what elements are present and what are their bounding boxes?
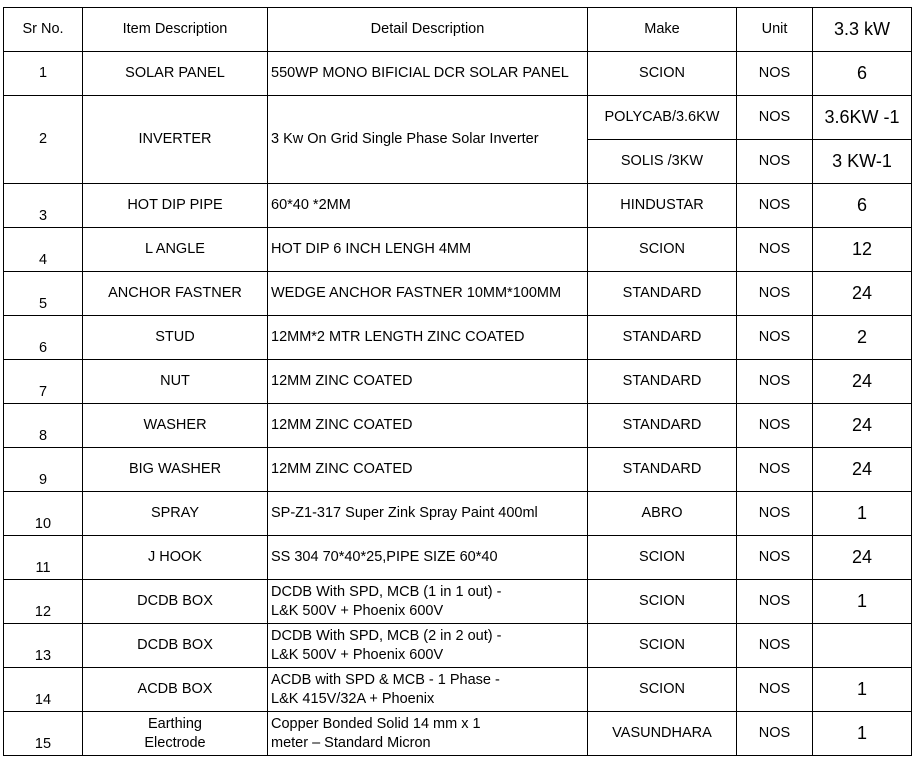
cell-unit: NOS xyxy=(737,580,813,624)
cell-detail xyxy=(268,624,588,668)
cell-item: DCDB BOX xyxy=(83,580,268,624)
cell-item: HOT DIP PIPE xyxy=(83,184,268,228)
cell-make: SCION xyxy=(588,536,737,580)
bill-of-materials-table xyxy=(3,7,912,756)
cell-item xyxy=(83,712,268,756)
cell-unit: NOS xyxy=(737,228,813,272)
cell-item: ACDB BOX xyxy=(83,668,268,712)
cell-make: SCION xyxy=(588,580,737,624)
cell-unit: NOS xyxy=(737,624,813,668)
table-row xyxy=(4,184,912,228)
cell-item: BIG WASHER xyxy=(83,448,268,492)
cell-unit: NOS xyxy=(737,536,813,580)
table-row xyxy=(4,404,912,448)
table-row xyxy=(4,272,912,316)
table-row xyxy=(4,712,912,756)
cell-unit: NOS xyxy=(737,272,813,316)
header-sr-no: Sr No. xyxy=(4,8,83,52)
header-item-description: Item Description xyxy=(83,8,268,52)
cell-sr: 13 xyxy=(4,624,83,668)
cell-detail xyxy=(268,668,588,712)
cell-qty: 24 xyxy=(813,536,912,580)
cell-unit: NOS xyxy=(737,140,813,184)
cell-qty: 6 xyxy=(813,184,912,228)
cell-sr: 2 xyxy=(4,96,83,184)
cell-sr: 1 xyxy=(4,52,83,96)
cell-detail xyxy=(268,580,588,624)
cell-sr: 6 xyxy=(4,316,83,360)
cell-sr: 3 xyxy=(4,184,83,228)
cell-detail xyxy=(268,712,588,756)
header-capacity: 3.3 kW xyxy=(813,8,912,52)
cell-item: STUD xyxy=(83,316,268,360)
cell-make: STANDARD xyxy=(588,272,737,316)
cell-qty: 1 xyxy=(813,668,912,712)
cell-detail-line1: DCDB With SPD, MCB (2 in 2 out) - xyxy=(271,627,502,644)
cell-unit: NOS xyxy=(737,96,813,140)
cell-make: SOLIS /3KW xyxy=(588,140,737,184)
table-header-row xyxy=(4,8,912,52)
cell-make: STANDARD xyxy=(588,448,737,492)
cell-make: SCION xyxy=(588,624,737,668)
header-detail-description: Detail Description xyxy=(268,8,588,52)
cell-detail-line1: ACDB with SPD & MCB - 1 Phase - xyxy=(271,671,500,688)
cell-detail: 12MM*2 MTR LENGTH ZINC COATED xyxy=(268,316,588,360)
cell-item: SPRAY xyxy=(83,492,268,536)
cell-unit: NOS xyxy=(737,184,813,228)
cell-qty: 12 xyxy=(813,228,912,272)
table-row xyxy=(4,448,912,492)
cell-sr: 7 xyxy=(4,360,83,404)
cell-make: STANDARD xyxy=(588,360,737,404)
table-row xyxy=(4,624,912,668)
cell-detail-line2: meter – Standard Micron xyxy=(271,734,431,751)
cell-make: POLYCAB/3.6KW xyxy=(588,96,737,140)
cell-sr: 14 xyxy=(4,668,83,712)
cell-make: VASUNDHARA xyxy=(588,712,737,756)
cell-detail: 550WP MONO BIFICIAL DCR SOLAR PANEL xyxy=(268,52,588,96)
cell-detail: HOT DIP 6 INCH LENGH 4MM xyxy=(268,228,588,272)
cell-qty: 24 xyxy=(813,448,912,492)
cell-qty: 1 xyxy=(813,492,912,536)
cell-item: INVERTER xyxy=(83,96,268,184)
cell-qty: 6 xyxy=(813,52,912,96)
cell-detail: 12MM ZINC COATED xyxy=(268,360,588,404)
cell-item: WASHER xyxy=(83,404,268,448)
cell-item: L ANGLE xyxy=(83,228,268,272)
cell-detail-line2: L&K 500V + Phoenix 600V xyxy=(271,646,444,663)
header-make: Make xyxy=(588,8,737,52)
header-unit: Unit xyxy=(737,8,813,52)
cell-item: J HOOK xyxy=(83,536,268,580)
cell-unit: NOS xyxy=(737,448,813,492)
cell-make: SCION xyxy=(588,228,737,272)
cell-item-line1: Earthing xyxy=(147,715,202,732)
cell-detail: SP-Z1-317 Super Zink Spray Paint 400ml xyxy=(268,492,588,536)
table-row xyxy=(4,52,912,96)
cell-qty: 1 xyxy=(813,712,912,756)
cell-qty: 24 xyxy=(813,272,912,316)
table-row xyxy=(4,228,912,272)
cell-detail-line1: Copper Bonded Solid 14 mm x 1 xyxy=(271,715,481,732)
cell-make: HINDUSTAR xyxy=(588,184,737,228)
table-row xyxy=(4,580,912,624)
cell-qty: 24 xyxy=(813,404,912,448)
cell-make: STANDARD xyxy=(588,316,737,360)
cell-item-line2: Electrode xyxy=(144,734,206,751)
cell-qty: 2 xyxy=(813,316,912,360)
cell-detail: 3 Kw On Grid Single Phase Solar Inverter xyxy=(268,96,588,184)
table-row xyxy=(4,96,912,140)
cell-sr: 8 xyxy=(4,404,83,448)
cell-detail: 60*40 *2MM xyxy=(268,184,588,228)
cell-sr: 10 xyxy=(4,492,83,536)
cell-item: ANCHOR FASTNER xyxy=(83,272,268,316)
cell-qty: 3.6KW -1 xyxy=(813,96,912,140)
cell-sr: 15 xyxy=(4,712,83,756)
cell-unit: NOS xyxy=(737,52,813,96)
cell-make: ABRO xyxy=(588,492,737,536)
cell-qty: 3 KW-1 xyxy=(813,140,912,184)
cell-detail: SS 304 70*40*25,PIPE SIZE 60*40 xyxy=(268,536,588,580)
cell-make: SCION xyxy=(588,668,737,712)
cell-sr: 9 xyxy=(4,448,83,492)
cell-sr: 5 xyxy=(4,272,83,316)
cell-unit: NOS xyxy=(737,492,813,536)
table-row xyxy=(4,492,912,536)
cell-sr: 11 xyxy=(4,536,83,580)
cell-unit: NOS xyxy=(737,404,813,448)
cell-sr: 12 xyxy=(4,580,83,624)
cell-item: DCDB BOX xyxy=(83,624,268,668)
cell-detail: 12MM ZINC COATED xyxy=(268,448,588,492)
cell-unit: NOS xyxy=(737,316,813,360)
table-row xyxy=(4,668,912,712)
cell-detail-line2: L&K 415V/32A + Phoenix xyxy=(271,690,435,707)
cell-qty: 24 xyxy=(813,360,912,404)
table-row xyxy=(4,316,912,360)
cell-item: NUT xyxy=(83,360,268,404)
cell-detail: WEDGE ANCHOR FASTNER 10MM*100MM xyxy=(268,272,588,316)
cell-detail-line1: DCDB With SPD, MCB (1 in 1 out) - xyxy=(271,583,502,600)
cell-sr: 4 xyxy=(4,228,83,272)
cell-unit: NOS xyxy=(737,668,813,712)
cell-detail: 12MM ZINC COATED xyxy=(268,404,588,448)
cell-unit: NOS xyxy=(737,712,813,756)
table-row xyxy=(4,360,912,404)
table-row xyxy=(4,536,912,580)
cell-make: STANDARD xyxy=(588,404,737,448)
cell-qty xyxy=(813,624,912,668)
cell-unit: NOS xyxy=(737,360,813,404)
cell-detail-line2: L&K 500V + Phoenix 600V xyxy=(271,602,444,619)
cell-make: SCION xyxy=(588,52,737,96)
cell-qty: 1 xyxy=(813,580,912,624)
cell-item: SOLAR PANEL xyxy=(83,52,268,96)
